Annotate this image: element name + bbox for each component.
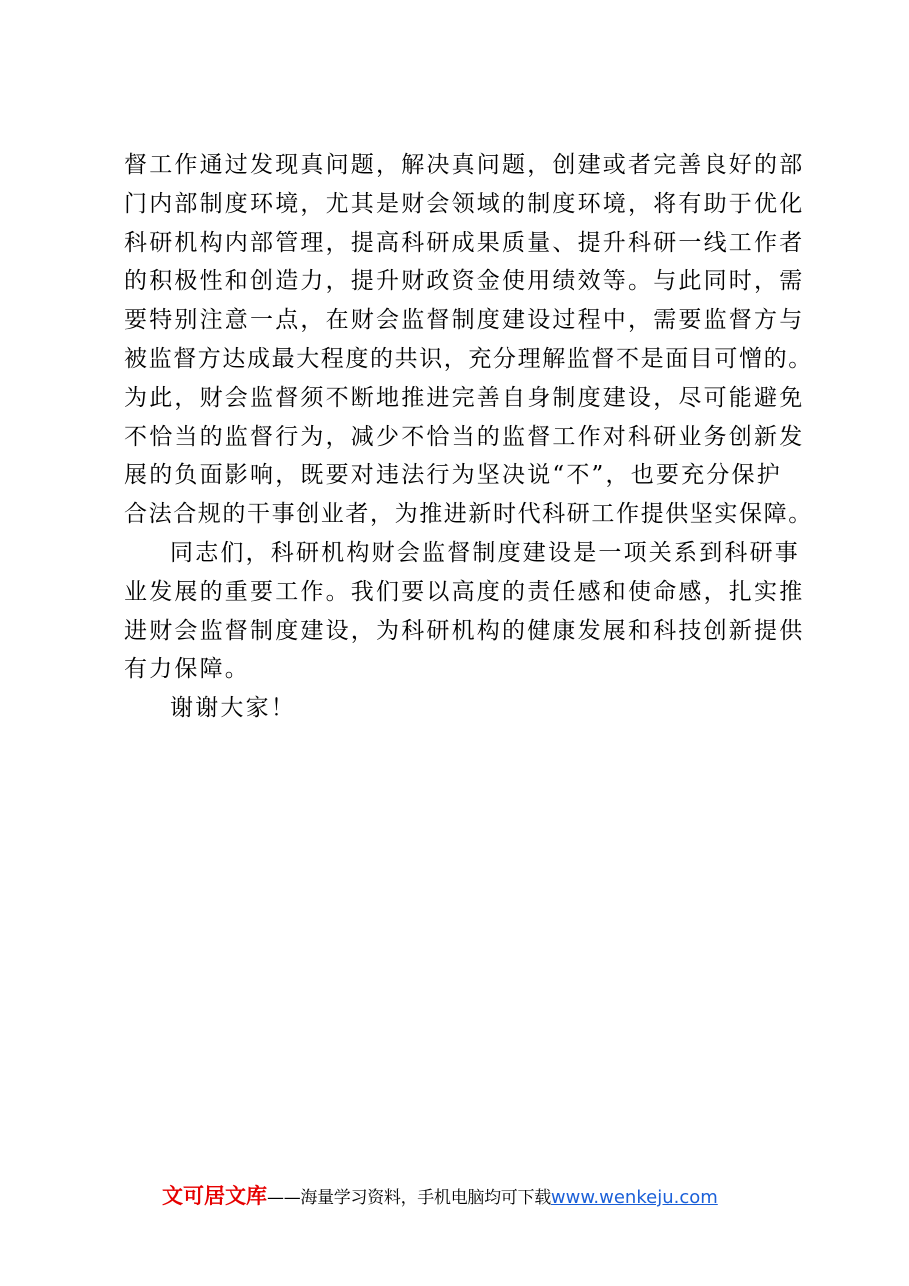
text-line: 督工作通过发现真问题，解决真问题，创建或者完善良好的部 <box>124 152 805 178</box>
text-line: 的积极性和创造力，提升财政资金使用绩效等。与此同时，需 <box>124 268 805 295</box>
text-line: 业发展的重要工作。我们要以高度的责任感和使命感，扎实推 <box>124 578 805 605</box>
footer-banner <box>162 1180 802 1212</box>
text-line: 科研机构内部管理，提高科研成果质量、提升科研一线工作者 <box>124 229 805 256</box>
brand-name: 文可居文库 <box>162 1184 267 1208</box>
text-line: 合法合规的干事创业者，为推进新时代科研工作提供坚实保障。 <box>124 501 813 528</box>
closing-line: 谢谢大家！ <box>170 695 296 722</box>
text-line: 展的负面影响，既要对违法行为坚决说“不”，也要充分保护 <box>124 462 782 489</box>
text-line: 为此，财会监督须不断地推进完善自身制度建设，尽可能避免 <box>124 384 805 411</box>
text-line: 被监督方达成最大程度的共识，充分理解监督不是面目可憎的。 <box>124 345 813 372</box>
text-line: 门内部制度环境，尤其是财会领域的制度环境，将有助于优化 <box>124 190 805 217</box>
text-line: 有力保障。 <box>124 656 250 683</box>
paragraph-start-line: 同志们，科研机构财会监督制度建设是一项关系到科研事 <box>170 539 800 566</box>
text-line: 不恰当的监督行为，减少不恰当的监督工作对科研业务创新发 <box>124 423 805 450</box>
text-line: 进财会监督制度建设，为科研机构的健康发展和科技创新提供 <box>124 617 805 644</box>
document-body <box>124 146 824 728</box>
text-line: 要特别注意一点，在财会监督制度建设过程中，需要监督方与 <box>124 307 805 334</box>
website-link[interactable]: www.wenkeju.com <box>550 1187 718 1208</box>
footer-tagline: ——海量学习资料，手机电脑均可下载 <box>267 1188 551 1208</box>
